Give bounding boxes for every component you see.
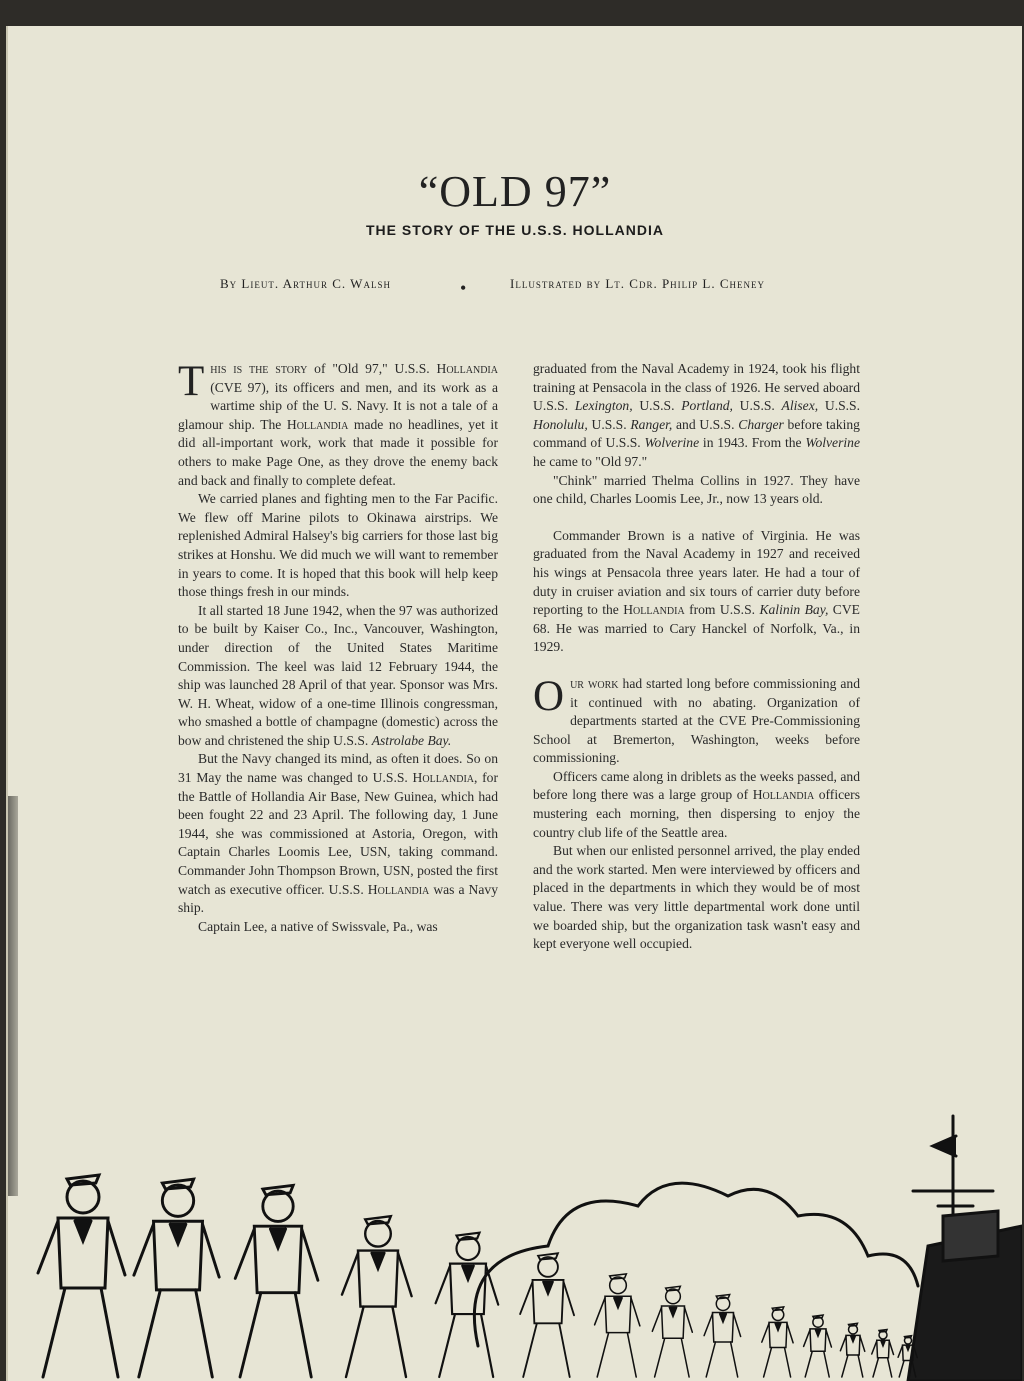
paragraph <box>533 360 860 472</box>
text: U.S.S. <box>632 398 682 414</box>
paragraph <box>178 360 498 490</box>
ship-name: Hollandia <box>623 602 685 618</box>
paragraph <box>533 672 860 768</box>
sailor-figure <box>38 1175 125 1377</box>
sailor-figure <box>804 1315 832 1377</box>
ship-bridge-icon <box>943 1211 998 1261</box>
ship-name: Ranger, <box>630 416 673 432</box>
ship-name: Alisex, <box>781 398 819 414</box>
sailor-figure <box>595 1274 640 1377</box>
ship-name: Honolulu, <box>533 416 588 432</box>
ship-name: Lexington, <box>574 398 633 414</box>
page-subtitle: THE STORY OF THE U.S.S. HOLLANDIA <box>366 222 664 238</box>
ship-name: Wolverine <box>805 435 860 451</box>
lead-in: ur work <box>570 675 619 691</box>
sailor-figure <box>704 1294 741 1377</box>
page-title: “OLD 97” <box>418 167 612 216</box>
text: It all started 18 June 1942, when the 97 was authorized to be built by Kaiser Co., Inc., Vancouver, Washington, under direction of the United States Maritime Commission. The keel was laid 12 February 1944, the ship was launched 28 April of that year. Sponsor was Mrs. W. H. Wheat, widow of a one-time Illinois congressman, who smashed a bottle of champagne (domestic) across the bow and christened the ship U.S.S. <box>178 602 498 748</box>
text-column-left <box>178 360 498 936</box>
ship-name: Hollandia <box>436 361 498 376</box>
text: was a Navy ship. <box>178 881 498 916</box>
text: before taking command of U.S.S. <box>533 416 860 451</box>
sailor-figure <box>134 1179 219 1377</box>
sailor-figure <box>652 1286 692 1377</box>
sailor-figure <box>872 1330 894 1378</box>
sailor-figure <box>235 1185 318 1377</box>
text: But the Navy changed its mind, as often it does. So on 31 May the name was changed to U.S.S. <box>178 751 498 786</box>
text: U.S.S. <box>587 416 631 432</box>
sailor-figure <box>342 1216 412 1377</box>
text: graduated from the Naval Academy in 1924, took his flight training at Pensacola in the class of 1926. He served aboard U.S.S. <box>533 361 860 414</box>
ship-name: Astrolabe Bay. <box>371 732 452 748</box>
text: Commander Brown is a native of Virginia. He was graduated from the Naval Academy in 1927 and received his wings at Pensacola three years later. He had a tour of duty in cruiser aviation and six tours of carrier duty before reporting to the <box>533 527 860 618</box>
ship-name: Hollandia <box>752 787 815 803</box>
paragraph <box>178 602 498 751</box>
text: U.S.S. <box>732 398 782 414</box>
text: from U.S.S. <box>684 602 760 618</box>
sailor-figure <box>762 1307 793 1377</box>
sailor-figure <box>520 1253 574 1377</box>
text: officers mustering each morning, then dispersing to enjoy the country club life of the Seattle area. <box>533 787 860 840</box>
ship-name: Hollandia <box>367 881 430 897</box>
credit-separator: • <box>460 278 468 298</box>
flag-icon <box>933 1136 956 1156</box>
book-page <box>6 26 1022 1381</box>
text: and U.S.S. <box>672 416 739 432</box>
ship-name: Portland, <box>681 398 733 414</box>
text: U.S.S. <box>818 398 861 414</box>
ship-name: Charger <box>738 416 784 432</box>
paragraph <box>533 768 860 842</box>
ship-name: Hollandia, <box>412 770 478 786</box>
text: he came to "Old 97." <box>533 453 648 469</box>
text: in 1943. From the <box>699 435 806 451</box>
text: Officers came along in driblets as the weeks passed, and before long there was a large group of <box>533 768 860 803</box>
paragraph <box>533 527 860 657</box>
paragraph: We carried planes and fighting men to the Far Pacific. We flew off Marine pilots to Okinawa airstrips. We replenished Admiral Halsey's big carriers for those last big strikes at Honshu. We did much we will want to remember in years to come. It is hoped that this book will help keep those things fresh in our minds. <box>178 491 498 600</box>
ship-name: Kalinin Bay, <box>759 602 829 618</box>
text-column-right <box>533 360 860 954</box>
text: for the Battle of Hollandia Air Base, New Guinea, which had been fought 22 and 23 April. The following day, 1 June 1944, she was commissioned at Astoria, Oregon, with Captain Charles Loomis Lee, USN, taking command. Commander John Thompson Brown, USN, posted the first watch as executive officer. U.S.S. <box>178 770 499 897</box>
paragraph: But when our enlisted personnel arrived, the play ended and the work started. Men were interviewed by officers and placed in the departments in which they would be of most value. There was very little departmental work done until we boarded ship, but the organization task wasn't easy and kept everyone well occupied. <box>533 843 860 952</box>
text: of "Old 97," U.S.S. <box>307 361 437 376</box>
paragraph <box>178 750 498 917</box>
ship-name: Wolverine <box>644 435 700 451</box>
drop-cap: T <box>178 358 205 405</box>
text: CVE 68. He was married to Cary Hanckel of Norfolk, Va., in 1929. <box>533 602 860 655</box>
text: had started long before commissioning and it continued with no abating. Organization of departments started at the CVE Pre-Commissioning School at Bremerton, Washington, weeks before commissioning. <box>533 675 860 766</box>
text: (CVE 97), its officers and men, and its work as a wartime ship of the U. S. Navy. It is not a tale of a glamour ship. The <box>178 379 498 432</box>
ship-name: Hollandia <box>286 416 349 432</box>
sailor-figure <box>436 1233 499 1377</box>
drop-cap: O <box>533 672 565 720</box>
paragraph: "Chink" married Thelma Collins in 1927. They have one child, Charles Loomis Lee, Jr., now 13 years old. <box>533 472 860 507</box>
sailor-figure <box>840 1323 864 1377</box>
lead-in: his is the story <box>210 361 308 376</box>
marching-sailors-illustration <box>8 1096 1022 1381</box>
author-byline: By Lieut. Arthur C. Walsh <box>220 276 391 291</box>
paragraph: Captain Lee, a native of Swissvale, Pa., was <box>198 918 438 934</box>
illustrator-credit: Illustrated by Lt. Cdr. Philip L. Cheney <box>510 276 766 291</box>
text: made no headlines, yet it did all-important work, work that made it possible for others to make Page One, as they drove the enemy back and back and finally to complete defeat. <box>178 416 498 488</box>
